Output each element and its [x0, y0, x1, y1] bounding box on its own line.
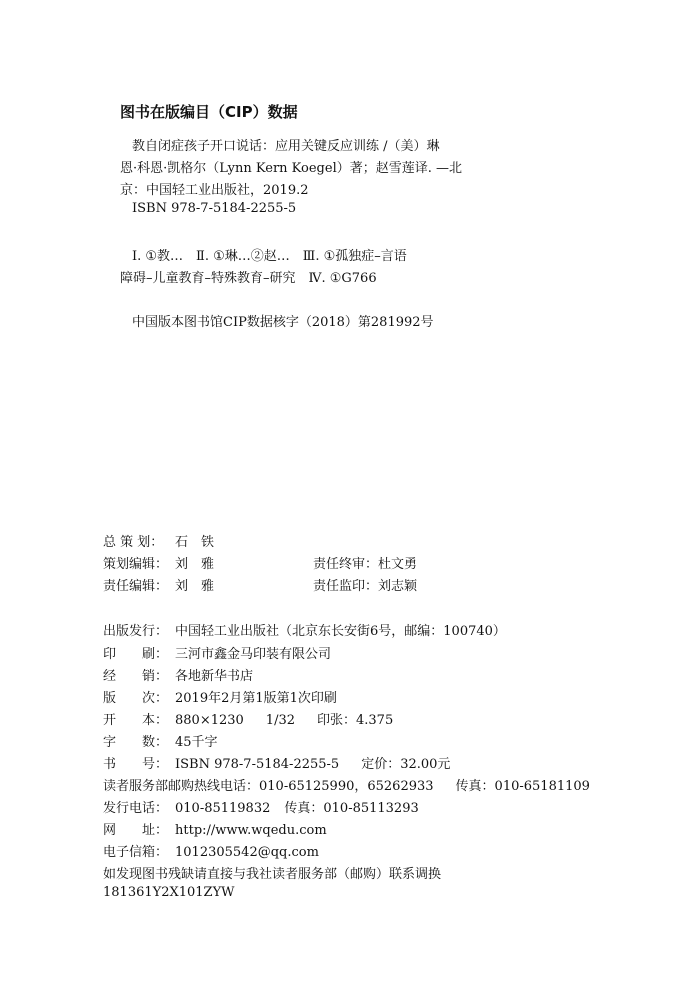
- print-supervisor-row: [313, 575, 417, 594]
- printer-label: 印 刷：: [103, 647, 169, 662]
- final-review-value: 杜文勇: [378, 557, 418, 572]
- responsible-editor-value: 刘 雅: [175, 579, 215, 594]
- cip-title: 图书在版编目（CIP）数据: [120, 103, 298, 121]
- website-row: [103, 819, 327, 838]
- email-value: 1012305542@qq.com: [175, 845, 319, 860]
- words-label: 字 数：: [103, 735, 169, 750]
- reader-service-row: [103, 775, 590, 794]
- distributor-row: [103, 665, 253, 684]
- edition-label: 版 次：: [103, 691, 169, 706]
- words-value: 45千字: [175, 735, 218, 750]
- cip-line-publisher: 京：中国轻工业出版社，2019.2: [120, 183, 309, 198]
- planning-editor-value: 刘 雅: [175, 557, 215, 572]
- cip-line-cip-number: 中国版本图书馆CIP数据核字（2018）第281992号: [132, 315, 434, 330]
- format-size: 880×1230: [175, 713, 244, 728]
- reader-fax-value: 传真：010-65181109: [455, 779, 590, 794]
- responsible-editor-row: [103, 575, 214, 594]
- website-value: http://www.wqedu.com: [175, 823, 327, 838]
- printer-value: 三河市鑫金马印装有限公司: [175, 647, 332, 662]
- cip-line-isbn: ISBN 978-7-5184-2255-5: [132, 201, 297, 216]
- issue-phone-value: 010-85119832: [175, 801, 271, 816]
- issue-fax-value: 传真：010-85113293: [284, 801, 419, 816]
- planner-label: 总 策 划：: [103, 535, 164, 550]
- notice-row: 如发现图书残缺请直接与我社读者服务部（邮购）联系调换: [103, 867, 442, 882]
- publisher-row: [103, 620, 506, 639]
- format-label: 开 本：: [103, 713, 169, 728]
- distributor-value: 各地新华书店: [175, 669, 254, 684]
- price-value: 定价：32.00元: [361, 757, 451, 772]
- isbn-row: [103, 753, 450, 772]
- responsible-editor-label: 责任编辑：: [103, 579, 169, 594]
- planning-editor-label: 策划编辑：: [103, 557, 169, 572]
- publisher-value: 中国轻工业出版社（北京东长安街6号，邮编：100740）: [175, 624, 506, 639]
- issue-phone-label: 发行电话：: [103, 801, 169, 816]
- cip-line-author: 恩·科恩·凯格尔（Lynn Kern Koegel）著；赵雪莲译. —北: [120, 161, 462, 176]
- planner-value: 石 铁: [175, 535, 215, 550]
- cip-line-title: 教自闭症孩子开口说话：应用关键反应训练 /（美）琳: [132, 139, 440, 154]
- website-label: 网 址：: [103, 823, 169, 838]
- edition-row: [103, 687, 337, 706]
- reader-service-value: 读者服务部邮购热线电话：010-65125990，65262933: [103, 779, 434, 794]
- print-supervisor-value: 刘志颖: [378, 579, 418, 594]
- issue-phone-row: [103, 797, 419, 816]
- planning-editor-row: [103, 553, 214, 572]
- email-label: 电子信箱：: [103, 845, 169, 860]
- print-supervisor-label: 责任监印：: [313, 579, 379, 594]
- isbn-label: 书 号：: [103, 757, 169, 772]
- distributor-label: 经 销：: [103, 669, 169, 684]
- email-row: [103, 841, 319, 860]
- code-row: 181361Y2X101ZYW: [103, 885, 235, 900]
- format-fold: 1/32: [265, 713, 295, 728]
- printer-row: [103, 643, 331, 662]
- cip-line-classification-1: Ⅰ. ①教… Ⅱ. ①琳…②赵… Ⅲ. ①孤独症–言语: [132, 249, 407, 264]
- planner-row: [103, 531, 214, 550]
- words-row: [103, 731, 218, 750]
- final-review-label: 责任终审：: [313, 557, 379, 572]
- cip-line-classification-2: 障碍–儿童教育–特殊教育–研究 Ⅳ. ①G766: [120, 271, 377, 286]
- final-review-row: [313, 553, 417, 572]
- format-row: [103, 709, 393, 728]
- isbn-value: ISBN 978-7-5184-2255-5: [175, 757, 340, 772]
- sheets-value: 印张：4.375: [317, 713, 394, 728]
- edition-value: 2019年2月第1版第1次印刷: [175, 691, 337, 706]
- publisher-label: 出版发行：: [103, 624, 169, 639]
